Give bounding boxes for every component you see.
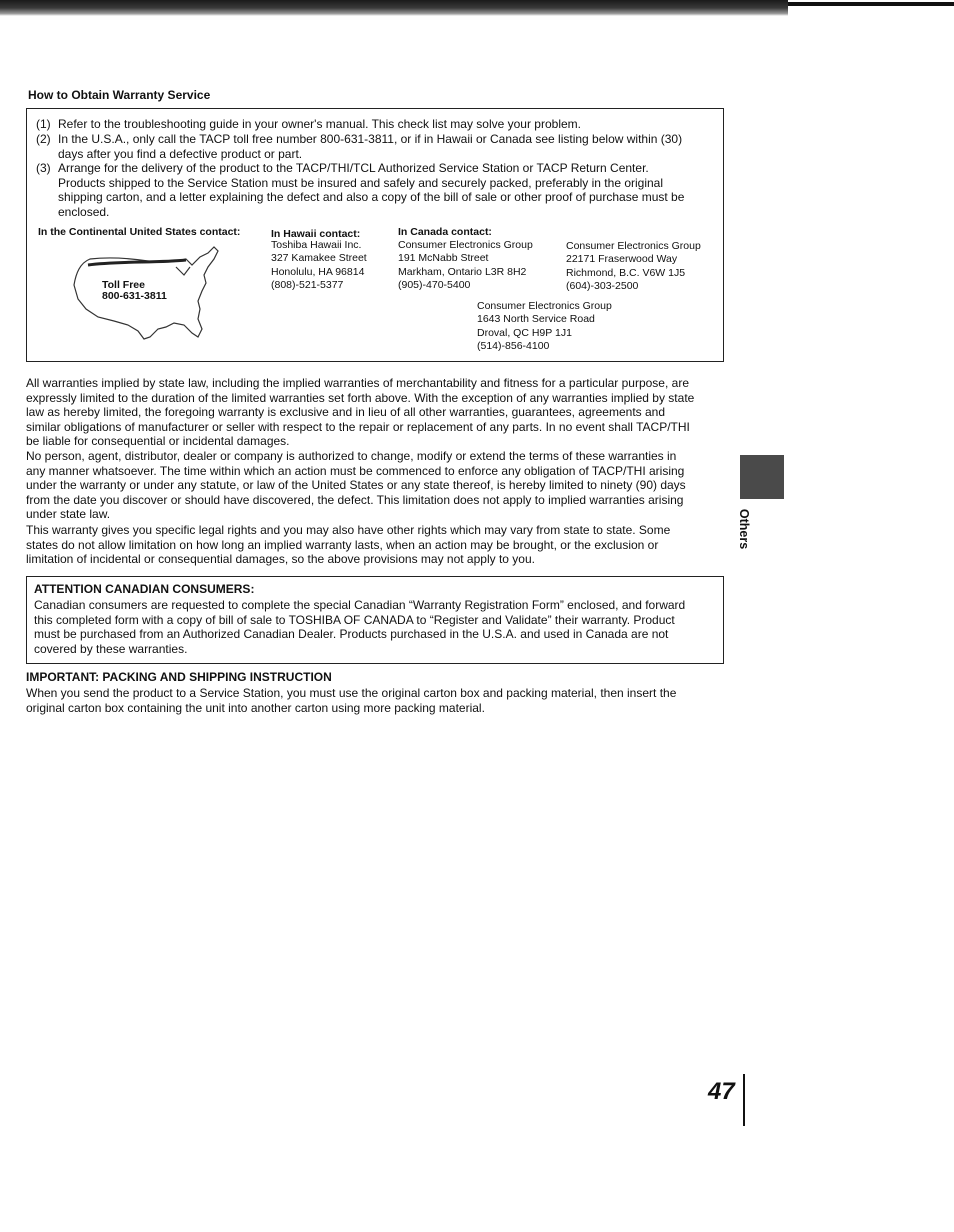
address-line: 327 Kamakee Street xyxy=(271,252,367,265)
notice-line: Canadian consumers are requested to complete the special Canadian “Warranty Registration Form” enclosed, and forward xyxy=(34,598,686,612)
step-line: days after you find a defective product or part. xyxy=(58,146,303,161)
paragraph-line: law as hereby limited, the foregoing warranty is exclusive and in lieu of all other warranties, guarantees, agreements and xyxy=(26,405,666,420)
step-number: (3) xyxy=(36,161,51,175)
packing-line: When you send the product to a Service Station, you must use the original carton box and packing material, then insert the xyxy=(26,686,677,700)
canadian-consumers-box xyxy=(26,576,724,664)
hawaii-address xyxy=(271,239,367,292)
address-line: (514)-856-4100 xyxy=(477,339,550,352)
canada-contact-heading: In Canada contact: xyxy=(398,226,492,238)
section-title: How to Obtain Warranty Service xyxy=(28,88,211,102)
canada-markham-address xyxy=(398,239,533,292)
notice-line: covered by these warranties. xyxy=(34,641,188,656)
toll-free-label: Toll Free xyxy=(102,279,145,291)
address-line: 22171 Fraserwood Way xyxy=(566,253,678,266)
paragraph-line: limitation of incidental or consequential damages, so the above provisions may not apply to you. xyxy=(26,552,535,567)
legal-rights-paragraph xyxy=(26,523,718,567)
implied-warranty-paragraph xyxy=(26,376,718,449)
paragraph-line: from the date you discover or should have discovered, the defect. This limitation does not apply to implied warranties arising xyxy=(26,492,684,507)
paragraph-line: any manner whatsoever. The time within which an action must be commenced to enforce any obligation of TACP/THI arising xyxy=(26,463,685,478)
step-line: Refer to the troubleshooting guide in your owner's manual. This check list may solve your problem. xyxy=(58,117,581,131)
paragraph-line: No person, agent, distributor, dealer or company is authorized to change, modify or extend the terms of these warranties in xyxy=(26,449,677,463)
step-number: (2) xyxy=(36,132,51,146)
section-tab-text: Others xyxy=(737,508,752,550)
paragraph-line: expressly limited to the duration of the limited warranties set forth above. With the exception of any warranties implied by state xyxy=(26,390,695,405)
continental-contact-heading: In the Continental United States contact: xyxy=(38,226,241,238)
packing-line: original carton box containing the unit into another carton using more packing material. xyxy=(26,700,485,715)
address-line: 191 McNabb Street xyxy=(398,252,489,265)
paragraph-line: under the warranty or under any statute, or law of the United States or any state thereof, is hereby limited to ninety (90) days xyxy=(26,478,686,493)
paragraph-line: All warranties implied by state law, including the implied warranties of merchantability and fitness for a particular purpose, are xyxy=(26,376,689,390)
page-number-rule xyxy=(743,1074,745,1126)
hawaii-contact-heading: In Hawaii contact: xyxy=(271,228,361,240)
step-line: Arrange for the delivery of the product to the TACP/THI/TCL Authorized Service Station or TACP Return Center. xyxy=(58,161,649,175)
page-number: 47 xyxy=(708,1078,735,1105)
packing-instructions xyxy=(26,686,718,715)
address-line: (905)-470-5400 xyxy=(398,278,471,291)
no-modification-paragraph xyxy=(26,449,718,522)
section-tab-label xyxy=(737,508,753,554)
address-line: Toshiba Hawaii Inc. xyxy=(271,239,362,251)
step-line: enclosed. xyxy=(58,204,110,219)
address-line: Consumer Electronics Group xyxy=(398,239,533,251)
step-line: In the U.S.A., only call the TACP toll free number 800-631-3811, or if in Hawaii or Canada see listing below within (30) xyxy=(58,132,683,146)
address-line: Consumer Electronics Group xyxy=(566,240,701,252)
notice-line: this completed form with a copy of bill of sale to TOSHIBA OF CANADA to “Register and Validate” their warranty. Product xyxy=(34,612,675,627)
step-line: shipping carton, and a letter explaining the defect and also a copy of the bill of sale or other proof of purchase must be xyxy=(58,190,685,204)
address-line: Richmond, B.C. V6W 1J5 xyxy=(566,266,686,279)
toll-free-number: 800-631-3811 xyxy=(102,290,167,302)
address-line: (808)-521-5377 xyxy=(271,278,344,291)
address-line: Honolulu, HA 96814 xyxy=(271,265,365,278)
notice-line: must be purchased from an Authorized Canadian Dealer. Products purchased in the U.S.A. and used in Canada are not xyxy=(34,627,669,642)
address-line: Markham, Ontario L3R 8H2 xyxy=(398,265,527,278)
step-line: Products shipped to the Service Station must be insured and safely and securely packed, preferably in the original xyxy=(58,175,664,190)
address-line: Consumer Electronics Group xyxy=(477,300,612,312)
paragraph-line: similar obligations of manufacturer or seller with respect to the repair or replacement of any parts. In no event shall TACP/THI xyxy=(26,419,690,434)
paragraph-line: under state law. xyxy=(26,507,111,522)
canadian-notice-title: ATTENTION CANADIAN CONSUMERS: xyxy=(34,582,255,596)
address-line: (604)-303-2500 xyxy=(566,279,639,292)
header-band xyxy=(0,0,788,16)
canadian-notice-text xyxy=(34,598,714,656)
packing-title: IMPORTANT: PACKING AND SHIPPING INSTRUCTION xyxy=(26,670,332,684)
section-tab-marker xyxy=(740,455,784,499)
header-rule xyxy=(788,2,954,6)
paragraph-line: This warranty gives you specific legal rights and you may also have other rights which may vary from state to state. Some xyxy=(26,523,671,537)
paragraph-line: states do not allow limitation on how long an implied warranty lasts, when an action may be brought, or the exclusion or xyxy=(26,537,659,552)
canada-richmond-address xyxy=(566,240,701,293)
paragraph-line: be liable for consequential or incidental damages. xyxy=(26,434,290,449)
address-line: 1643 North Service Road xyxy=(477,313,595,326)
step-number: (1) xyxy=(36,117,51,131)
address-line: Droval, QC H9P 1J1 xyxy=(477,326,572,339)
canada-dorval-address xyxy=(477,300,612,353)
toll-free-callout xyxy=(102,280,167,302)
